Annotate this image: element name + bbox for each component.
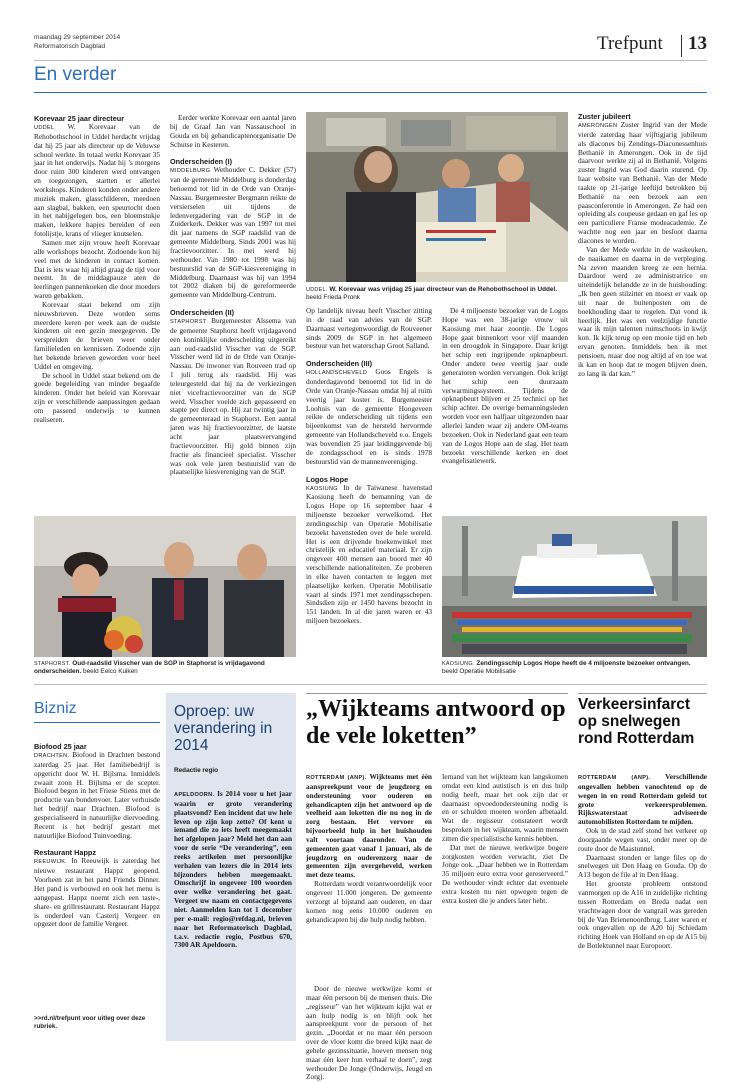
section-title: En verder xyxy=(34,64,117,85)
article-body: Door de nieuwe werkwijze komt er maar één persoon bij de mensen thuis. Die „regisseur” van het wijkteam kijkt wat er aan hulp nodig is en blijft ook het aanspreekpunt voor de persoon of het gezin. „Doordat er nu maar één persoon over de vloer komt die breed kijkt naar de gehele gezinssituatie, hoeven mensen nog maar één keer hun verhaal te doen”, zegt wethouder De Jonge (Onderwijs, Jeugd en Zorg). xyxy=(306,984,432,1082)
section-rule xyxy=(34,92,707,93)
article-column-4 xyxy=(442,307,568,512)
article-body: MIDDELBURG Wethouder C. Dekker (57) van de gemeente Middelburg is donderdag benoemd tot lid in de Orde van Oranje-Nassau. Burgemeester Bergmann reikte de versierselen uit tijdens de ledenvergadering van de SGP in de Zuiderkerk. Dekker was van 1997 tot mei dit jaar namens de SGP raadslid van de gemeente Middelburg. Sinds 2001 was hij fractievoorzitter. In mei werd hij wethouder. Van 1980 tot 1998 was hij bestuurslid van de SGP-kiesvereniging in Middelburg. Daarnaast was hij van 1994 tot 2002 diaken bij de gereformeerde gemeente van Middelburg-Centrum. xyxy=(170,165,296,300)
verkeer-title: Verkeersinfarct op snelwegen rond Rotterdam xyxy=(578,696,695,747)
bottom-rule xyxy=(34,684,707,685)
caption-visscher: STAPHORST. Oud-raadslid Visscher van de SGP in Staphorst is vrijdagavond onderscheiden. beeld Eelco Kuiken xyxy=(34,660,265,675)
oproep-byline: Redactie regio xyxy=(174,767,219,774)
page-number: 13 xyxy=(688,33,707,54)
verkeer-rule xyxy=(578,693,707,694)
article-title: Onderscheiden (I) xyxy=(170,157,233,167)
article-body: KAOSIUNG In de Taiwanese havenstad Kaosiung heeft de bemanning van de Logos Hope op 16 september haar 4 miljoenste bezoeker verwelkomd. Het zendingsschip van Operatie Mobilisatie bezoekt havensteden over de hele wereld. Het is een drijvende boekenwinkel met christelijk en educatief materiaal. Er zijn ongeveer 400 mensen aan boord met 40 verschillende nationaliteiten. Ze proberen in elke haven contacten te leggen met plaatselijke kerken. Operatie Mobilisatie vaart al sinds 1971 met zendingsschepen. Sindsdien zijn er 1450 havens bezocht in 151 landen. In al die jaren waren er 43 miljoen bezoekers. xyxy=(306,482,432,626)
article-column-3 xyxy=(306,307,432,673)
section-top-rule xyxy=(34,60,707,61)
article-body: Iemand van het wijkteam kan langskomen omdat een kind autistisch is en dus hulp nodig heeft, maar het ook zijn dat er daarnaast opvoedondersteuning nodig is en er schulden moeten worden afbetaald. Wat de regisseur constateert wordt besproken in het wijkteam, waarin mensen zitten die specialistische kennis hebben. xyxy=(442,772,568,843)
article-lead: ROTTERDAM (ANP). Verschillende ongevallen hebben vanochtend op de wegen in en rond Rotterdam geleid tot grote verkeersproblemen. Rijkswaterstaat adviseerde automobilisten Rotterdam te mijden. xyxy=(578,772,707,827)
photo-visscher xyxy=(34,516,296,657)
article-column-2 xyxy=(170,114,296,512)
article-title: Onderscheiden (II) xyxy=(170,308,235,318)
article-title: Biofood 25 jaar xyxy=(34,742,87,751)
article-body: De 4 miljoenste bezoeker van de Logos Hope was een 38-jarige vrouw uit Kaosiung met haar zoontje. De Logos Hope gaat binnenkort voor vijf maanden in een droogdok in Singapore. Daar krijgt het schip een ingrijpende opknapbeurt. Onder andere twee veertig jaar oude generatoren worden vervangen. Ook krijgt het schip een duurzaam verwarmingssysteem. Tijdens de opknapbeurt blijven er 25 technici op het schip achter. De overige bemanningsleden worden voor een halfjaar uitgezonden naar allerlei landen waar zij andere OM-teams bezoeken. Ook in Nederland gaat een team van de Logos Hope aan de slag. Het team bezoekt verschillende kerken en doet evangelisatiewerk. xyxy=(442,306,568,466)
wijkteams-col2 xyxy=(442,773,568,1059)
article-body: Op landelijk niveau heeft Visscher zitting in de raad van advies van de SGP. Daarnaast vertegenwoordigt de Rouveener sinds 2009 de SGP in het algemeen bestuur van het waterschap Groot Salland. xyxy=(306,306,432,351)
oproep-text: APELDOORN. Is 2014 voor u het jaar waarin er grote verandering plaatsvond? Een incident dat uw hele leven op zijn kop zette? Of kent u iemand die zo iets heeft meegemaakt het afgelopen jaar? Meld het dan aan voor de serie “De verandering”, een reeks artikelen met persoonlijke verhalen van lezers die in 2014 iets bijzonders hebben meegemaakt. Omschrijf in ongeveer 100 woorden over welke verandering het gaat. Vergeet uw naam en contactgegevens niet. Aanmelden kan tot 1 december per e-mail: regio@refdag.nl, brieven naar het Reformatorisch Dagblad, t.a.v. redactie regio, Postbus 670, 7300 AR Apeldoorn. xyxy=(174,789,293,950)
article-body: De school in Uddel staat bekend om de goede begeleiding van minder begaafde kinderen. Onder het beleid van Korevaar zijn er verschillende aanpassingen gedaan om passend onderwijs te kunnen realiseren. xyxy=(34,370,160,424)
article-body: AMERONGEN Zuster Ingrid van der Mede vierde zaterdag haar vijftigjarig jubileum als diacones bij Zendings-Diaconessenhuis Bethanië in Amerongen. Ook in de tijd daarvoor werkte zij al in Bethanië. Volgens zuster Ingrid was God daarin sturend. Op haar website van Bethanië. Van der Mede raakte op 21-jarige leeftijd betrokken bij Bethanië na een bezoek aan een paasconferentie in Amerongen. Ze had een opleiding als coupeuse gedaan en gaf les op een particuliere Franse modeacademie. Ze wachtte nog een jaar en besloot daarna diacones te worden. xyxy=(578,120,707,245)
bizniz-footer-link[interactable]: >>rd.nl/trefpunt voor uitleg over deze rubriek. xyxy=(34,1015,146,1030)
article-body: UDDEL W. Korevaar van de Rehobothschool in Uddel herdacht vrijdag dat hij 25 jaar als directeur op de Veluwse school werkte. In totaal werkt Korevaar 35 jaar in het onderwijs. Nadat hij ’s morgens door ruim 300 kinderen werd ontvangen en toegezongen, startten er allerlei workshops. Kinderen konden onder andere muziek maken, glasschilderen, meedoen aan slagbal, bakken, een speurtocht doen in het nabijgelegen bos, een bloemstukje maken, lekkere hapjes bereiden of een fotolijstje, krans of vlieger knutselen. xyxy=(34,122,160,239)
article-title: Restaurant Happz xyxy=(34,848,97,858)
wijkteams-col1-cont xyxy=(306,984,432,1082)
article-body: DRACHTEN. Biofood in Drachten bestond zaterdag 25 jaar. Het familiebedrijf is opgericht door W. H. Bijlsma. Inmiddels zwaait zoon H. Bijlsma er de scepter. Biofood begon in het Friese Stiens met de productie van bondenvoer. Later verhuisde het bedrijf naar Drachten. Biofood is gespecialiseerd in natuurlijke diervoeding. Recent is het bedrijf gestart met natuurlijke Biofood Tuinvoeding. xyxy=(34,750,160,840)
article-body: Daarnaast stonden er lange files op de snelwegen uit Den Haag en Gouda. Op de A13 begon de file al in Den Haag. xyxy=(578,852,707,880)
article-body: STAPHORST Burgemeester Alssema van de gemeente Staphorst heeft vrijdagavond een koninklijke onderscheiding uitgereikt aan oud-raadslid Visscher van de SGP. Visscher werd lid in de Orde van Oranje-Nassau. De inwoner van Rouveen trad op 1 juli terug als raadslid. Hij was teleurgesteld dat hij na de verkiezingen niet vicefractievoorzitter van de SGP werd. Visscher voelde zich gepasseerd en stapte per direct op. Hij zat twintig jaar in de gemeenteraad in Staphorst. Een aantal jaren was hij fractievoorzitter, de laatste acht jaar plaatsvervangend fractievoorzitter. Hij gold binnen zijn fractie als financieel specialist. Visscher was ook vele jaren bestuurslid van de plaatselijke kiesvereniging van de SGP. xyxy=(170,316,296,477)
bizniz-title: Bizniz xyxy=(34,700,77,717)
article-body: Ook in de stad zelf stond het verkeer op doorgaande wegen vast, onder meer op de route door de Maastunnel. xyxy=(578,826,707,853)
header-date: maandag 29 september 2014 xyxy=(34,34,121,41)
oproep-body xyxy=(174,790,292,1035)
article-body: Eerder werkte Korevaar een aantal jaren bij de Graaf Jan van Nassauschool in Gouda en bij gehandicaptenorganisatie De Schutse in Kesteren. xyxy=(170,113,296,149)
caption-logos: KAOSIUNG. Zendingsschip Logos Hope heeft de 4 miljoenste bezoeker ontvangen. beeld Operatie Mobilisatie xyxy=(442,660,691,675)
article-title: Logos Hope xyxy=(306,474,349,484)
header-section: Trefpunt xyxy=(597,33,663,54)
article-column-5 xyxy=(578,112,707,512)
article-body: Rotterdam wordt verantwoordelijk voor ongeveer 11.000 jongeren. De gemeente verzorgt al bijstand aan ouderen, en daar komen nog eens 10.000 ouderen en gehandicapten bij die hulp nodig hebben. xyxy=(306,879,432,924)
article-korevaar xyxy=(34,114,160,512)
wijkteams-title: „Wijkteams antwoord op de vele loketten” xyxy=(306,696,566,749)
oproep-title: Oproep: uw verandering in 2014 xyxy=(174,703,273,754)
article-body: REEUWIJK. In Reeuwijk is zaterdag het nieuwe restaurant Happz geopend. Voorheen zat in het pand Friends Dinner. Het pand is verbouwd en ook het menu is aangepast. Happz noemt zich een taste-, share- en grillrestaurant. Restaurant Happz is onderdeel van Casterij Vergeer en opgezet door de familie Vergeer. xyxy=(34,856,160,929)
article-title: Onderscheiden (III) xyxy=(306,359,373,369)
article-body: Korevaar staat bekend om zijn nieuwsbrieven. Deze worden soms meerdere keren per week aan de oudste kinderen uit een gezin meegegeven. De verspreiden de brieven weer onder familieleden en kennissen. Zodoende zijn het bekende brieven geworden voor heel Uddel en omgeving. xyxy=(34,299,160,371)
article-title: Zuster jubileert xyxy=(578,112,631,121)
verkeer-body xyxy=(578,773,707,1059)
header-separator xyxy=(681,35,682,57)
photo-korevaar-classroom xyxy=(306,112,568,282)
photo-logos-hope xyxy=(442,516,707,657)
article-body: HOLLANDSCHEVELD Goos Engels is donderdagavond benoemd tot lid in de Orde van Oranje-Nassau omdat hij al ruim veertig jaar koster is. Burgemeester Loohuis van de gemeente Hoogeveen reikte de onderscheiding uit tijdens een bijeenkomst van de hersteld hervormde gemeente van Hollandscheveld e.o. Engels was bovendien 25 jaar leidinggevende bij de zondagsschool en is sinds 1978 bestuurslid van de mannenvereniging. xyxy=(306,367,432,466)
caption-korevaar: UDDEL. W. Korevaar was vrijdag 25 jaar directeur van de Rehobothschool in Uddel. beeld Frieda Pronk xyxy=(306,286,558,301)
article-lead: ROTTERDAM (ANP). Wijkteams met één aanspreekpunt voor de jeugdzorg en ondersteuning voor ouderen en gehandicapten zijn het antwoord op de veelheid aan loketten die nu nog in de zorg bestaan. Het vervoer en bijvoorbeeld hulp in het huishouden valt voortaan daaronder. Van de gemeenten gaat vanaf 1 januari, als de jeugdzorg en ouderenzorg naar de gemeenten zijn overgeheveld, werken met deze teams. xyxy=(306,772,432,880)
bizniz-rule xyxy=(34,722,160,723)
wijkteams-rule xyxy=(306,693,568,694)
article-body: Dat met de nieuwe werkwijze bogere zorgkosten worden verwacht, ziet De Jonge ook. „Daar hebben we in Rotterdam 35 miljoen euro extra voor gereserveerd.” De wethouder vindt echter dat eventuele extra kosten nu niet opwegen tegen de extra kosten die je anders later hebt. xyxy=(442,842,568,905)
header-paper: Reformatorisch Dagblad xyxy=(34,43,106,50)
article-body: Van der Mede werkte in de waskeuken, de naaikamer en daarna in de verpleging. Na zeven maanden kreeg ze een hernia. Daardoor werd ze administratrice en uiteindelijk belandde ze in de huishouding: „Ik ben geen stilzitter en moest er vaak op uit naar de buitenposten om de boekhouding daar te regelen. Dat vond ik heerlijk. Het was een veelzijdige functie waar ik mijn talenten ruimschoots in kwijt kon. Ik kijk terug op een mooie tijd en heb ervan genoten. Inmiddels ben ik met pensioen, maar doe nog altijd af en toe wat ik kan en hoop dat te mogen blijven doen, zo lang ik dat kan.” xyxy=(578,244,707,378)
bizniz-articles xyxy=(34,742,160,1007)
article-body: Samen met zijn vrouw heeft Korevaar alle workshops bezocht. Zodoende kon hij veel met de kinderen in contact komen. Dat is iets waar hij altijd graag de tijd voor neemt. In de middagpauze aten de leerlingen pannenkoeken die door moeders waren gebakken. xyxy=(34,237,160,301)
article-body: Het grootste probleem ontstond vanmorgen op de A16 in zuidelijke richting tussen Rotterdam en Breda nadat een vrachtwagen door de vangrail was gereden bij de Van Brienenoordbrug. Later waren er ook ongevallen op de A20 bij Schiedam richting Hoek van Holland en op de A15 bij de Botlektunnel naar Europoort. xyxy=(578,879,707,951)
article-title: Korevaar 25 jaar directeur xyxy=(34,114,125,123)
